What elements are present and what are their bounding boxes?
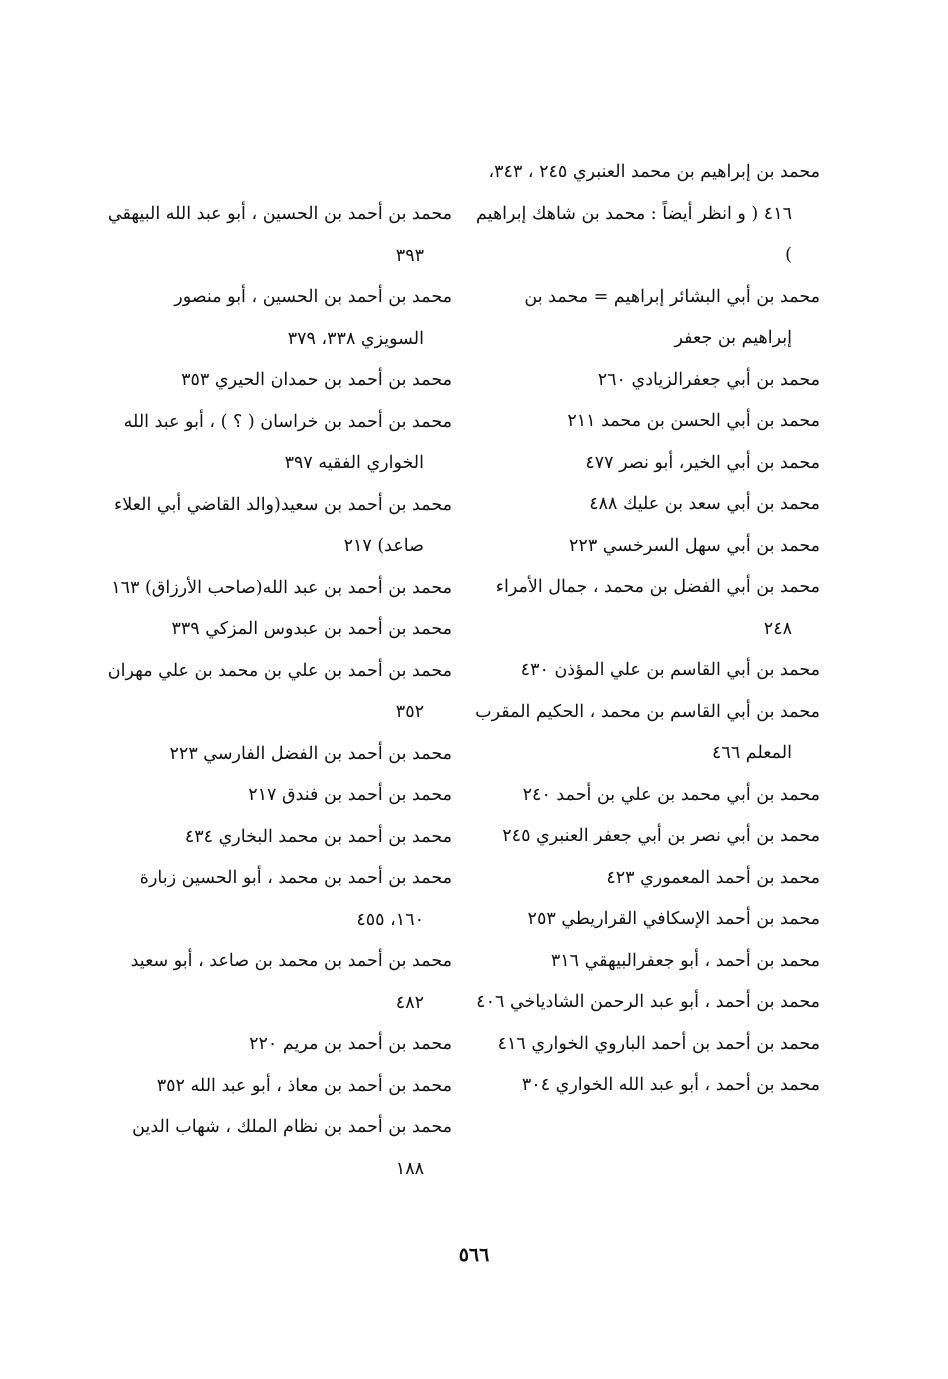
index-entry: محمد بن أحمد بن عبدوس المزكي ٣٣٩ — [171, 619, 452, 639]
index-column-right — [475, 152, 820, 1107]
index-entry: محمد بن أحمد المعموري ٤٢٣ — [606, 867, 820, 888]
index-entry: محمد بن أحمد بن معاذ ، أبو عبد الله ٣٥٢ — [156, 1075, 452, 1096]
index-entry: محمد بن أحمد بن علي بن محمد بن علي مهران ٣٥٢ — [107, 660, 452, 722]
index-entry: محمد بن أحمد بن محمد بن صاعد ، أبو سعيد ٤٨٢ — [130, 951, 452, 1013]
index-entry: محمد بن أبي الفضل بن محمد ، جمال الأمراء ٢٤٨ — [495, 577, 820, 639]
index-entry: محمد بن إبراهيم بن محمد العنبري ٢٤٥ ، ٣٤٣، ٤١٦ ( و انظر أيضاً : محمد بن شاهك إبراهيم ) — [476, 162, 820, 265]
index-entry: محمد بن أبي القاسم بن محمد ، الحكيم المقرب المعلم ٤٦٦ — [475, 701, 820, 763]
index-entry: محمد بن أبي جعفرالزيادي ٢٦٠ — [597, 369, 820, 390]
index-entry: محمد بن أحمد بن مريم ٢٢٠ — [249, 1034, 452, 1054]
index-entry: محمد بن أحمد بن نظام الملك ، شهاب الدين ١٨٨ — [132, 1117, 452, 1179]
index-entry: محمد بن أبي سعد بن عليك ٤٨٨ — [589, 494, 820, 514]
index-entry: محمد بن أحمد بن الحسين ، أبو منصور السويزي ٣٣٨، ٣٧٩ — [174, 287, 452, 349]
index-entry: محمد بن أبي البشائر إبراهيم = محمد بن إبراهيم بن جعفر — [524, 286, 820, 348]
index-entry: محمد بن أبي الحسن بن محمد ٢١١ — [567, 411, 820, 431]
index-entry: محمد بن أحمد بن فندق ٢١٧ — [248, 785, 452, 805]
index-entry: محمد بن أبي محمد بن علي بن أحمد ٢٤٠ — [522, 784, 820, 805]
index-entry: محمد بن أحمد بن الفضل الفارسي ٢٢٣ — [169, 743, 452, 764]
index-entry: محمد بن أبي الخير، أبو نصر ٤٧٧ — [585, 452, 820, 473]
index-entry: محمد بن أبي القاسم بن علي المؤذن ٤٣٠ — [520, 660, 820, 680]
index-entry: محمد بن أحمد بن محمد البخاري ٤٣٤ — [184, 826, 452, 847]
index-entry: محمد بن أبي سهل السرخسي ٢٢٣ — [569, 535, 820, 556]
index-entry: محمد بن أبي نصر بن أبي جعفر العنبري ٢٤٥ — [502, 826, 820, 846]
index-entry: محمد بن أحمد بن أحمد الباروي الخواري ٤١٦ — [497, 1033, 820, 1054]
index-entry: محمد بن أحمد بن الحسين ، أبو عبد الله البيهقي ٣٩٣ — [107, 204, 452, 266]
index-entry: محمد بن أحمد بن عبد الله(صاحب الأرزاق) ١٦٣ — [111, 577, 452, 598]
index-entry: محمد بن أحمد ، أبو عبد الله الخواري ٣٠٤ — [521, 1075, 820, 1095]
index-entry: محمد بن أحمد بن محمد ، أبو الحسين زبارة ١٦٠، ٤٥٥ — [139, 868, 452, 930]
index-entry: محمد بن أحمد بن حمدان الحيري ٣٥٣ — [181, 370, 452, 390]
index-entry: محمد بن أحمد الإسكافي القراريطي ٢٥٣ — [527, 909, 820, 929]
page-number: ٥٦٦ — [458, 1244, 490, 1266]
index-entry: محمد بن أحمد ، أبو جعفرالبيهقي ٣١٦ — [550, 950, 820, 971]
index-entry: محمد بن أحمد ، أبو عبد الرحمن الشادياخي ٤٠٦ — [476, 992, 820, 1012]
index-column-left — [107, 194, 452, 1190]
index-entry: محمد بن أحمد بن سعيد(والد القاضي أبي العلاء صاعد) ٢١٧ — [114, 494, 452, 556]
index-entry: محمد بن أحمد بن خراسان ( ؟ ) ، أبو عبد الله الخواري الفقيه ٣٩٧ — [123, 411, 452, 473]
